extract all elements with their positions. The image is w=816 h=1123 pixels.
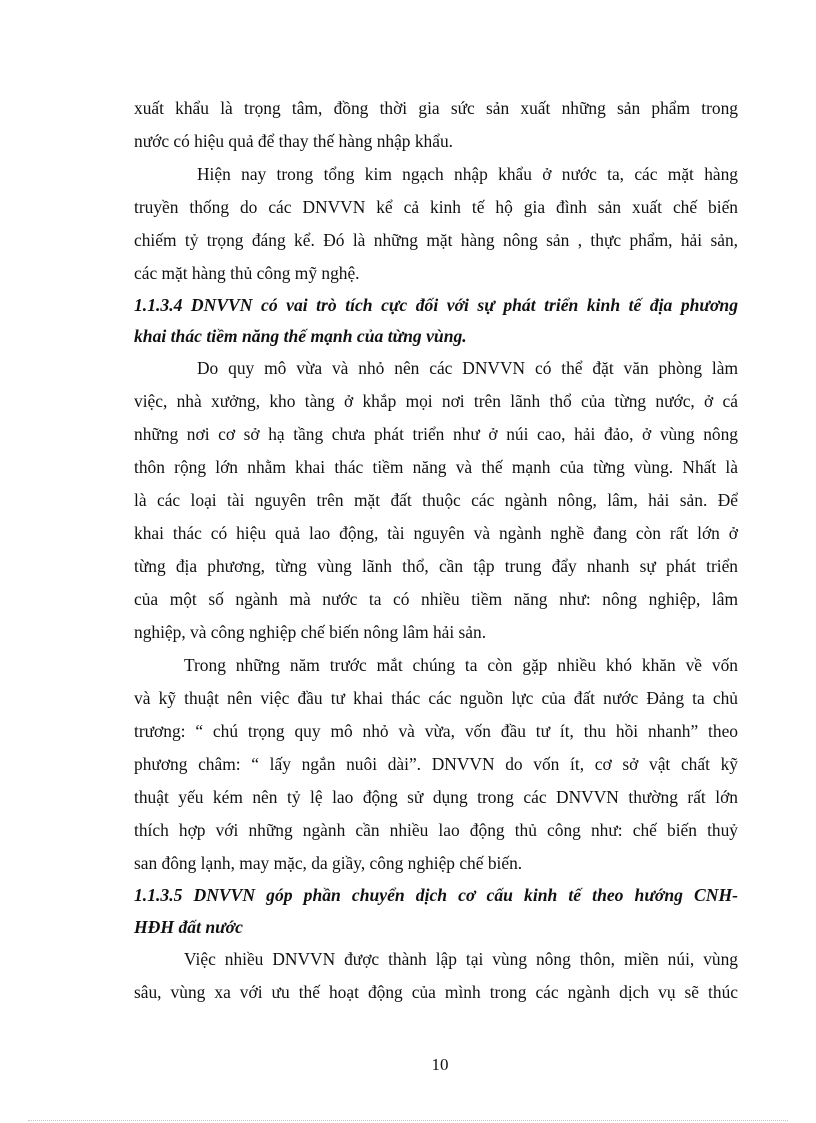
section-heading: 1.1.3.4 DNVVN có vai trò tích cực đối với sự phát triển kinh tế địa phương — [134, 295, 738, 315]
text-line: và kỹ thuật nên việc đầu tư khai thác các nguồn lực của đất nước Đảng ta chủ — [134, 688, 738, 708]
section-heading: 1.1.3.5 DNVVN góp phần chuyển dịch cơ cấu kinh tế theo hướng CNH- — [134, 885, 738, 905]
text-line: nước có hiệu quả để thay thế hàng nhập khẩu. — [134, 131, 453, 151]
paragraph-first-line: Hiện nay trong tổng kim ngạch nhập khẩu ở nước ta, các mặt hàng — [197, 164, 738, 184]
text-line: nghiệp, và công nghiệp chế biến nông lâm hải sản. — [134, 622, 487, 642]
text-line: trương: “ chú trọng quy mô nhỏ và vừa, vốn đầu tư ít, thu hồi nhanh” theo — [134, 721, 738, 741]
text-line: xuất khẩu là trọng tâm, đồng thời gia sức sản xuất những sản phẩm trong — [134, 98, 738, 118]
text-line: thích hợp với những ngành cần nhiều lao động thủ công như: chế biến thuỷ — [134, 820, 738, 840]
text-line: việc, nhà xưởng, kho tàng ở khắp mọi nơi trên lãnh thổ của từng nước, ở cá — [134, 391, 738, 411]
text-line: phương châm: “ lấy ngắn nuôi dài”. DNVVN do vốn ít, cơ sở vật chất kỹ — [134, 754, 738, 774]
text-line: khai thác có hiệu quả lao động, tài nguyên và ngành nghề đang còn rất lớn ở — [134, 523, 738, 543]
text-line: các mặt hàng thủ công mỹ nghệ. — [134, 263, 360, 283]
text-line: truyền thống do các DNVVN kể cả kinh tế hộ gia đình sản xuất chế biến — [134, 197, 738, 217]
section-heading: khai thác tiềm năng thế mạnh của từng vùng. — [134, 326, 467, 346]
text-line: san đông lạnh, may mặc, da giầy, công nghiệp chế biến. — [134, 853, 523, 873]
text-line: là các loại tài nguyên trên mặt đất thuộc các ngành nông, lâm, hải sản. Để — [134, 490, 738, 510]
text-line: chiếm tỷ trọng đáng kể. Đó là những mặt hàng nông sản , thực phẩm, hải sản, — [134, 230, 738, 250]
text-line: từng địa phương, từng vùng lãnh thổ, cần tập trung đẩy nhanh sự phát triển — [134, 556, 738, 576]
section-heading: HĐH đất nước — [134, 917, 243, 937]
text-line: những nơi cơ sở hạ tầng chưa phát triển như ở núi cao, hải đảo, ở vùng nông — [134, 424, 738, 444]
text-line: thôn rộng lớn nhằm khai thác tiềm năng và thế mạnh của từng vùng. Nhất là — [134, 457, 738, 477]
text-line: của một số ngành mà nước ta có nhiều tiềm năng như: nông nghiệp, lâm — [134, 589, 738, 609]
paragraph-first-line: Do quy mô vừa và nhỏ nên các DNVVN có thể đặt văn phòng làm — [197, 358, 738, 378]
paragraph-first-line: Trong những năm trước mắt chúng ta còn gặp nhiều khó khăn về vốn — [184, 655, 738, 675]
page-number: 10 — [431, 1055, 449, 1074]
text-line: thuật yếu kém nên tỷ lệ lao động sử dụng trong các DNVVN thường rất lớn — [134, 787, 738, 807]
text-line: sâu, vùng xa với ưu thế hoạt động của mình trong các ngành dịch vụ sẽ thúc — [134, 982, 738, 1002]
paragraph-first-line: Việc nhiều DNVVN được thành lập tại vùng nông thôn, miền núi, vùng — [184, 949, 738, 969]
page-edge-divider — [28, 1120, 788, 1121]
